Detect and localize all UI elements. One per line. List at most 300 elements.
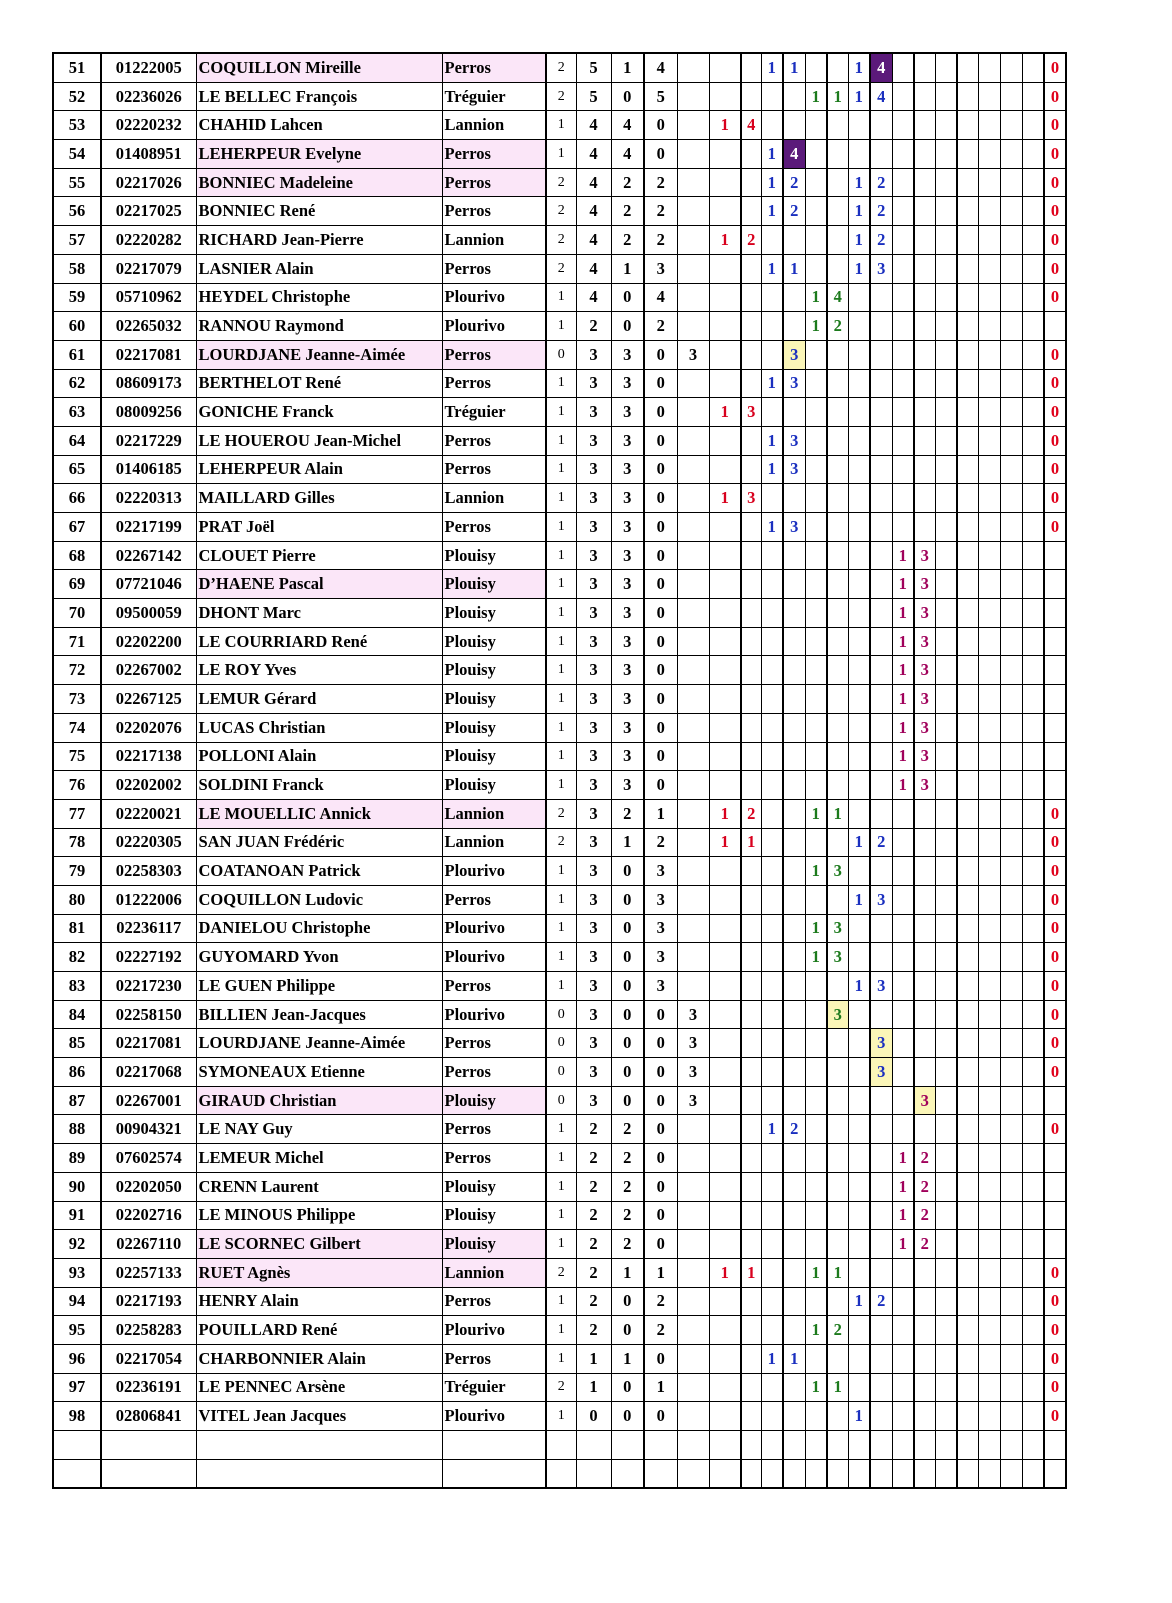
round-cell bbox=[870, 685, 892, 714]
table-row bbox=[53, 914, 1066, 943]
round-cell bbox=[1000, 1431, 1022, 1460]
round-cell bbox=[1022, 1431, 1044, 1460]
rank-cell: 56 bbox=[53, 197, 101, 226]
club-cell: Perros bbox=[442, 426, 546, 455]
rank-cell: 95 bbox=[53, 1316, 101, 1345]
round-score-cell: 1 bbox=[892, 1230, 914, 1259]
round-cell bbox=[1000, 1201, 1022, 1230]
club-cell: Perros bbox=[442, 140, 546, 169]
club-cell: Plouisy bbox=[442, 541, 546, 570]
round-cell bbox=[957, 742, 978, 771]
license-cell: 02265032 bbox=[101, 312, 196, 341]
round-cell bbox=[978, 599, 1000, 628]
count-e-cell bbox=[677, 283, 709, 312]
round-cell bbox=[1022, 943, 1044, 972]
round-cell bbox=[848, 1373, 870, 1402]
round-cell bbox=[783, 1459, 805, 1488]
round-cell bbox=[892, 885, 914, 914]
round-cell bbox=[783, 226, 805, 255]
round-cell bbox=[935, 1402, 957, 1431]
round-score-cell: 3 bbox=[914, 771, 935, 800]
round-cell bbox=[783, 685, 805, 714]
round-cell bbox=[892, 226, 914, 255]
license-cell: 07721046 bbox=[101, 570, 196, 599]
round-cell bbox=[935, 398, 957, 427]
round-cell bbox=[827, 398, 848, 427]
player-name-cell: POLLONI Alain bbox=[196, 742, 442, 771]
round-cell bbox=[827, 1344, 848, 1373]
count-a-cell: 1 bbox=[546, 656, 576, 685]
count-c-cell: 1 bbox=[611, 254, 644, 283]
round-score-cell: 1 bbox=[741, 828, 761, 857]
round-cell bbox=[1000, 1373, 1022, 1402]
round-cell bbox=[827, 570, 848, 599]
license-cell: 02257133 bbox=[101, 1258, 196, 1287]
round-cell bbox=[1000, 1144, 1022, 1173]
count-d-cell: 0 bbox=[644, 1344, 677, 1373]
round-cell bbox=[805, 1029, 827, 1058]
count-d-cell: 0 bbox=[644, 627, 677, 656]
zero-cell: 0 bbox=[1044, 1373, 1066, 1402]
club-cell bbox=[442, 1431, 546, 1460]
count-c-cell: 0 bbox=[611, 1000, 644, 1029]
license-cell: 02220313 bbox=[101, 484, 196, 513]
count-b-cell: 2 bbox=[576, 1287, 611, 1316]
count-b-cell: 2 bbox=[576, 1144, 611, 1173]
round-cell bbox=[848, 369, 870, 398]
round-cell bbox=[935, 1373, 957, 1402]
table-row bbox=[53, 1201, 1066, 1230]
round-cell bbox=[848, 570, 870, 599]
rank-cell: 94 bbox=[53, 1287, 101, 1316]
round-cell bbox=[805, 1115, 827, 1144]
count-c-cell: 3 bbox=[611, 426, 644, 455]
round-cell bbox=[741, 742, 761, 771]
round-cell bbox=[978, 943, 1000, 972]
round-cell bbox=[1000, 254, 1022, 283]
player-name-cell: LE BELLEC François bbox=[196, 82, 442, 111]
round-cell bbox=[1000, 1230, 1022, 1259]
count-d-cell bbox=[644, 1431, 677, 1460]
round-cell bbox=[935, 771, 957, 800]
round-cell bbox=[709, 168, 741, 197]
zero-cell: 0 bbox=[1044, 82, 1066, 111]
round-cell bbox=[805, 742, 827, 771]
count-c-cell: 4 bbox=[611, 140, 644, 169]
rank-cell bbox=[53, 1431, 101, 1460]
count-d-cell: 0 bbox=[644, 1172, 677, 1201]
player-name-cell: LOURDJANE Jeanne-Aimée bbox=[196, 340, 442, 369]
round-score-cell: 2 bbox=[870, 226, 892, 255]
round-cell bbox=[805, 599, 827, 628]
rank-cell: 92 bbox=[53, 1230, 101, 1259]
zero-cell: 0 bbox=[1044, 1058, 1066, 1087]
count-c-cell: 0 bbox=[611, 885, 644, 914]
license-cell: 02217054 bbox=[101, 1344, 196, 1373]
count-b-cell: 3 bbox=[576, 398, 611, 427]
count-e-cell: 3 bbox=[677, 1029, 709, 1058]
count-e-cell bbox=[677, 226, 709, 255]
round-score-cell: 1 bbox=[848, 828, 870, 857]
round-cell bbox=[783, 1086, 805, 1115]
round-score-cell: 1 bbox=[741, 1258, 761, 1287]
round-cell bbox=[870, 484, 892, 513]
round-cell bbox=[914, 312, 935, 341]
count-e-cell bbox=[677, 168, 709, 197]
license-cell: 01222006 bbox=[101, 885, 196, 914]
round-cell bbox=[761, 828, 783, 857]
count-c-cell: 0 bbox=[611, 972, 644, 1001]
round-cell bbox=[870, 1144, 892, 1173]
round-cell bbox=[783, 1373, 805, 1402]
round-cell bbox=[741, 1086, 761, 1115]
round-cell bbox=[783, 541, 805, 570]
round-cell bbox=[709, 1316, 741, 1345]
count-e-cell: 3 bbox=[677, 1086, 709, 1115]
round-cell bbox=[1022, 484, 1044, 513]
round-cell bbox=[741, 1402, 761, 1431]
round-cell bbox=[1022, 1258, 1044, 1287]
player-name-cell bbox=[196, 1459, 442, 1488]
round-cell bbox=[978, 914, 1000, 943]
round-cell bbox=[805, 1000, 827, 1029]
round-cell bbox=[709, 1201, 741, 1230]
round-cell bbox=[957, 1201, 978, 1230]
rank-cell: 64 bbox=[53, 426, 101, 455]
round-cell bbox=[957, 312, 978, 341]
round-cell bbox=[892, 828, 914, 857]
round-cell bbox=[848, 1000, 870, 1029]
zero-cell: 0 bbox=[1044, 1258, 1066, 1287]
table-row bbox=[53, 656, 1066, 685]
license-cell: 02227192 bbox=[101, 943, 196, 972]
round-cell bbox=[741, 1201, 761, 1230]
round-cell bbox=[870, 140, 892, 169]
round-cell bbox=[957, 1344, 978, 1373]
table-row bbox=[53, 828, 1066, 857]
count-b-cell: 2 bbox=[576, 1172, 611, 1201]
count-b-cell: 1 bbox=[576, 1373, 611, 1402]
round-cell bbox=[761, 713, 783, 742]
round-cell bbox=[957, 283, 978, 312]
count-a-cell: 1 bbox=[546, 685, 576, 714]
round-cell bbox=[827, 426, 848, 455]
rank-cell: 84 bbox=[53, 1000, 101, 1029]
round-cell bbox=[741, 340, 761, 369]
round-cell bbox=[827, 1172, 848, 1201]
round-cell bbox=[709, 1431, 741, 1460]
rank-cell: 83 bbox=[53, 972, 101, 1001]
round-cell bbox=[935, 82, 957, 111]
round-score-cell: 3 bbox=[783, 340, 805, 369]
round-cell bbox=[957, 398, 978, 427]
round-score-cell: 1 bbox=[892, 1172, 914, 1201]
count-c-cell: 0 bbox=[611, 1287, 644, 1316]
count-a-cell: 1 bbox=[546, 312, 576, 341]
count-e-cell bbox=[677, 742, 709, 771]
round-cell bbox=[848, 1086, 870, 1115]
count-a-cell: 2 bbox=[546, 799, 576, 828]
table-row bbox=[53, 1000, 1066, 1029]
club-cell: Plourivo bbox=[442, 283, 546, 312]
count-d-cell: 2 bbox=[644, 226, 677, 255]
round-cell bbox=[957, 1086, 978, 1115]
round-cell bbox=[761, 484, 783, 513]
count-b-cell bbox=[576, 1431, 611, 1460]
round-cell bbox=[957, 1402, 978, 1431]
player-name-cell: LEHERPEUR Evelyne bbox=[196, 140, 442, 169]
round-cell bbox=[805, 1287, 827, 1316]
round-score-cell: 1 bbox=[892, 742, 914, 771]
round-cell bbox=[935, 312, 957, 341]
round-cell bbox=[870, 1402, 892, 1431]
count-c-cell: 3 bbox=[611, 627, 644, 656]
round-cell bbox=[935, 1431, 957, 1460]
round-cell bbox=[870, 656, 892, 685]
round-cell bbox=[935, 541, 957, 570]
round-cell bbox=[783, 943, 805, 972]
count-e-cell bbox=[677, 541, 709, 570]
count-a-cell: 1 bbox=[546, 627, 576, 656]
round-cell bbox=[741, 599, 761, 628]
round-cell bbox=[914, 226, 935, 255]
round-cell bbox=[870, 1230, 892, 1259]
count-d-cell: 2 bbox=[644, 168, 677, 197]
count-c-cell: 3 bbox=[611, 398, 644, 427]
zero-cell bbox=[1044, 1431, 1066, 1460]
round-cell bbox=[978, 513, 1000, 542]
count-c-cell: 0 bbox=[611, 1058, 644, 1087]
round-cell bbox=[935, 685, 957, 714]
round-cell bbox=[978, 1058, 1000, 1087]
round-cell bbox=[741, 1058, 761, 1087]
round-cell bbox=[870, 1086, 892, 1115]
round-cell bbox=[978, 713, 1000, 742]
round-cell bbox=[1000, 742, 1022, 771]
round-cell bbox=[957, 713, 978, 742]
round-cell bbox=[1000, 914, 1022, 943]
round-cell bbox=[805, 1431, 827, 1460]
club-cell bbox=[442, 1459, 546, 1488]
count-c-cell: 3 bbox=[611, 685, 644, 714]
round-score-cell: 1 bbox=[848, 197, 870, 226]
round-cell bbox=[761, 885, 783, 914]
count-b-cell: 3 bbox=[576, 1000, 611, 1029]
round-score-cell: 1 bbox=[761, 513, 783, 542]
round-cell bbox=[935, 599, 957, 628]
round-score-cell: 1 bbox=[709, 111, 741, 140]
round-cell bbox=[914, 972, 935, 1001]
round-cell bbox=[761, 1230, 783, 1259]
player-name-cell: BILLIEN Jean-Jacques bbox=[196, 1000, 442, 1029]
round-cell bbox=[805, 685, 827, 714]
zero-cell: 0 bbox=[1044, 283, 1066, 312]
table-row bbox=[53, 799, 1066, 828]
round-score-cell: 3 bbox=[783, 369, 805, 398]
round-cell bbox=[783, 1230, 805, 1259]
round-cell bbox=[805, 1230, 827, 1259]
round-cell bbox=[892, 943, 914, 972]
round-cell bbox=[761, 627, 783, 656]
round-cell bbox=[1022, 972, 1044, 1001]
round-cell bbox=[935, 140, 957, 169]
count-d-cell: 0 bbox=[644, 1086, 677, 1115]
round-cell bbox=[1000, 1000, 1022, 1029]
count-a-cell: 1 bbox=[546, 369, 576, 398]
count-e-cell bbox=[677, 455, 709, 484]
round-score-cell: 1 bbox=[783, 1344, 805, 1373]
license-cell: 02217138 bbox=[101, 742, 196, 771]
round-score-cell: 4 bbox=[741, 111, 761, 140]
round-cell bbox=[783, 972, 805, 1001]
round-cell bbox=[827, 627, 848, 656]
round-cell bbox=[783, 1258, 805, 1287]
round-cell bbox=[870, 627, 892, 656]
round-cell bbox=[709, 140, 741, 169]
count-d-cell: 0 bbox=[644, 111, 677, 140]
round-cell bbox=[978, 226, 1000, 255]
round-cell bbox=[827, 771, 848, 800]
round-cell bbox=[805, 1201, 827, 1230]
player-name-cell: RICHARD Jean-Pierre bbox=[196, 226, 442, 255]
round-cell bbox=[709, 340, 741, 369]
round-cell bbox=[978, 1172, 1000, 1201]
round-cell bbox=[1022, 541, 1044, 570]
license-cell: 07602574 bbox=[101, 1144, 196, 1173]
round-cell bbox=[709, 53, 741, 82]
round-cell bbox=[957, 885, 978, 914]
round-cell bbox=[761, 1373, 783, 1402]
round-cell bbox=[709, 627, 741, 656]
table-row bbox=[53, 541, 1066, 570]
rank-cell: 57 bbox=[53, 226, 101, 255]
count-c-cell: 3 bbox=[611, 570, 644, 599]
round-cell bbox=[741, 1344, 761, 1373]
round-cell bbox=[741, 1115, 761, 1144]
count-e-cell bbox=[677, 599, 709, 628]
round-cell bbox=[1022, 885, 1044, 914]
round-score-cell: 3 bbox=[914, 685, 935, 714]
round-cell bbox=[935, 1316, 957, 1345]
count-c-cell: 3 bbox=[611, 771, 644, 800]
round-cell bbox=[1000, 140, 1022, 169]
zero-cell: 0 bbox=[1044, 168, 1066, 197]
player-name-cell: LE SCORNEC Gilbert bbox=[196, 1230, 442, 1259]
round-cell bbox=[914, 799, 935, 828]
round-score-cell: 2 bbox=[827, 1316, 848, 1345]
count-d-cell bbox=[644, 1459, 677, 1488]
count-a-cell: 2 bbox=[546, 168, 576, 197]
round-cell bbox=[805, 972, 827, 1001]
round-cell bbox=[1000, 82, 1022, 111]
count-b-cell: 4 bbox=[576, 197, 611, 226]
round-cell bbox=[783, 1402, 805, 1431]
club-cell: Perros bbox=[442, 168, 546, 197]
count-d-cell: 4 bbox=[644, 53, 677, 82]
player-name-cell: LEMEUR Michel bbox=[196, 1144, 442, 1173]
round-cell bbox=[761, 914, 783, 943]
round-cell bbox=[957, 656, 978, 685]
round-score-cell: 1 bbox=[709, 828, 741, 857]
rank-cell: 98 bbox=[53, 1402, 101, 1431]
round-cell bbox=[957, 168, 978, 197]
round-score-cell: 3 bbox=[914, 713, 935, 742]
round-cell bbox=[709, 312, 741, 341]
count-b-cell: 3 bbox=[576, 914, 611, 943]
count-e-cell bbox=[677, 570, 709, 599]
round-cell bbox=[978, 1230, 1000, 1259]
count-b-cell: 3 bbox=[576, 1058, 611, 1087]
zero-cell bbox=[1044, 656, 1066, 685]
round-cell bbox=[741, 426, 761, 455]
round-cell bbox=[1022, 1201, 1044, 1230]
table-row bbox=[53, 111, 1066, 140]
table-row bbox=[53, 1029, 1066, 1058]
rank-cell: 58 bbox=[53, 254, 101, 283]
rank-cell: 72 bbox=[53, 656, 101, 685]
club-cell: Tréguier bbox=[442, 82, 546, 111]
round-cell bbox=[914, 426, 935, 455]
player-name-cell: CLOUET Pierre bbox=[196, 541, 442, 570]
round-cell bbox=[957, 771, 978, 800]
round-cell bbox=[827, 455, 848, 484]
round-score-cell: 1 bbox=[848, 972, 870, 1001]
table-row bbox=[53, 599, 1066, 628]
club-cell: Tréguier bbox=[442, 398, 546, 427]
round-cell bbox=[1022, 140, 1044, 169]
license-cell: 02217026 bbox=[101, 168, 196, 197]
license-cell: 02202050 bbox=[101, 1172, 196, 1201]
round-cell bbox=[827, 599, 848, 628]
count-c-cell: 1 bbox=[611, 828, 644, 857]
table-row bbox=[53, 254, 1066, 283]
round-score-cell: 1 bbox=[827, 1373, 848, 1402]
count-e-cell bbox=[677, 1316, 709, 1345]
club-cell: Plouisy bbox=[442, 1230, 546, 1259]
rank-cell: 53 bbox=[53, 111, 101, 140]
table-row bbox=[53, 627, 1066, 656]
round-cell bbox=[957, 627, 978, 656]
count-c-cell: 3 bbox=[611, 455, 644, 484]
round-cell bbox=[783, 1144, 805, 1173]
round-cell bbox=[709, 1029, 741, 1058]
round-cell bbox=[870, 713, 892, 742]
round-cell bbox=[1022, 340, 1044, 369]
round-score-cell: 1 bbox=[892, 570, 914, 599]
round-score-cell: 1 bbox=[761, 254, 783, 283]
round-cell bbox=[783, 570, 805, 599]
round-cell bbox=[1000, 885, 1022, 914]
round-cell bbox=[848, 771, 870, 800]
round-score-cell: 1 bbox=[783, 254, 805, 283]
round-cell bbox=[978, 570, 1000, 599]
round-cell bbox=[870, 455, 892, 484]
round-cell bbox=[827, 513, 848, 542]
count-c-cell: 0 bbox=[611, 857, 644, 886]
round-cell bbox=[957, 1144, 978, 1173]
round-cell bbox=[914, 53, 935, 82]
round-cell bbox=[1000, 1058, 1022, 1087]
round-cell bbox=[1022, 828, 1044, 857]
round-cell bbox=[761, 1000, 783, 1029]
license-cell: 02217068 bbox=[101, 1058, 196, 1087]
round-score-cell: 1 bbox=[805, 283, 827, 312]
count-a-cell: 1 bbox=[546, 1316, 576, 1345]
round-cell bbox=[978, 1431, 1000, 1460]
rank-cell: 55 bbox=[53, 168, 101, 197]
club-cell: Plouisy bbox=[442, 713, 546, 742]
round-cell bbox=[1000, 943, 1022, 972]
